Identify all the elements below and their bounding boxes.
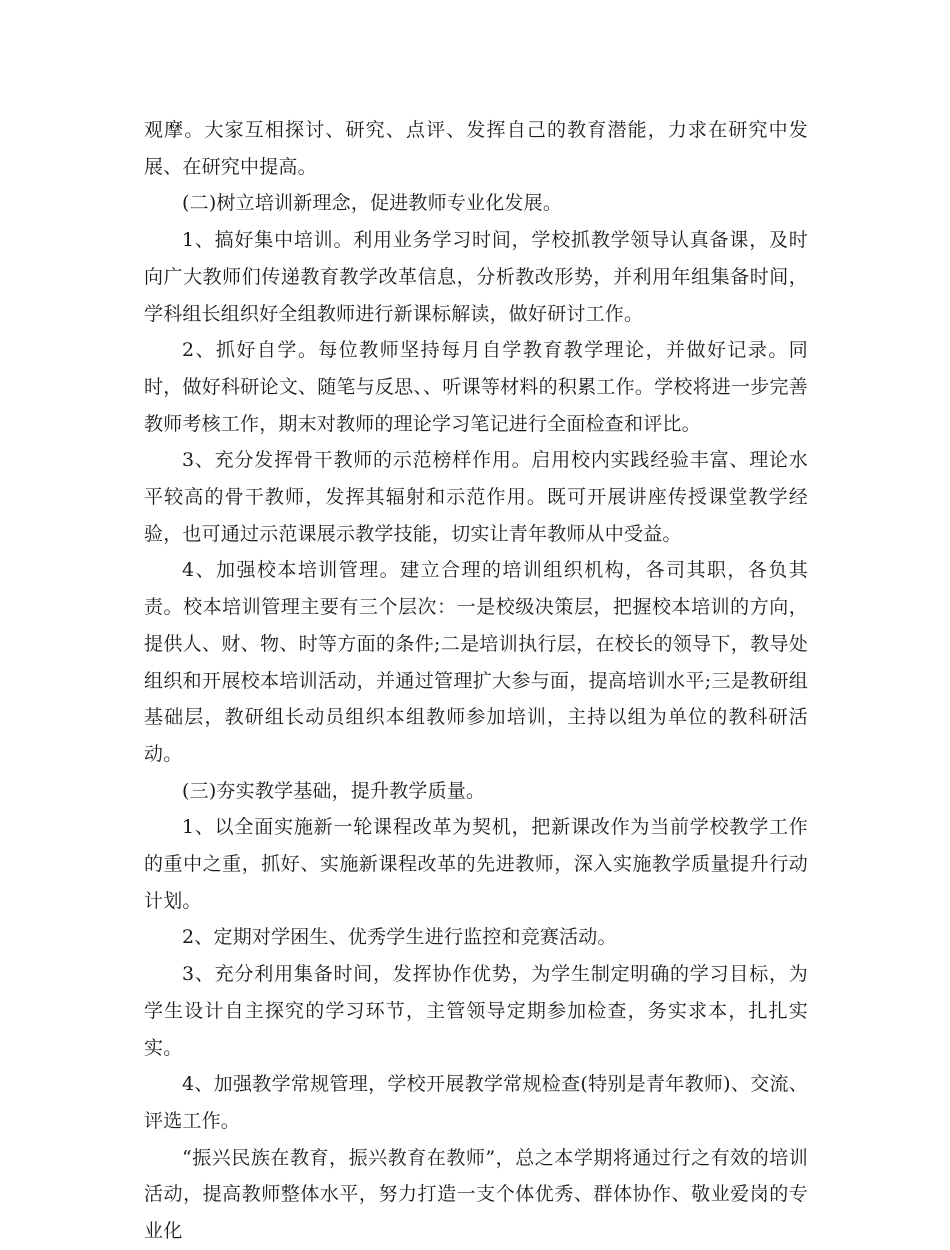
paragraph-item: 4、加强教学常规管理，学校开展教学常规检查(特别是青年教师)、交流、评选工作。 xyxy=(144,1073,808,1132)
paragraph-item: 2、定期对学困生、优秀学生进行监控和竞赛活动。 xyxy=(182,926,617,949)
paragraph-item: 3、充分发挥骨干教师的示范榜样作用。启用校内实践经验丰富、理论水平较高的骨干教师，发挥其辐射和示范作用。既可开展讲座传授课堂教学经验，也可通过示范课展示教学技能，切实让青年教师从中受益。 xyxy=(144,449,808,545)
paragraph-continuation: 观摩。大家互相探讨、研究、点评、发挥自己的教育潜能，力求在研究中发展、在研究中提高。 xyxy=(144,119,808,178)
section-heading-3: (三)夯实教学基础，提升教学质量。 xyxy=(182,779,486,802)
section-heading-2: (二)树立培训新理念，促进教师专业化发展。 xyxy=(182,192,563,215)
paragraph-item: 1、搞好集中培训。利用业务学习时间，学校抓教学领导认真备课，及时向广大教师们传递教育教学改革信息，分析教改形势，并利用年组集备时间，学科组长组织好全组教师进行新课标解读，做好研讨工作。 xyxy=(144,229,808,325)
paragraph-item: 3、充分利用集备时间，发挥协作优势，为学生制定明确的学习目标，为学生设计自主探究的学习环节，主管领导定期参加检查，务实求本，扎扎实实。 xyxy=(144,963,808,1059)
paragraph-item: 2、抓好自学。每位教师坚持每月自学教育教学理论，并做好记录。同时，做好科研论文、随笔与反思、、听课等材料的积累工作。学校将进一步完善教师考核工作，期末对教师的理论学习笔记进行全面检查和评比。 xyxy=(144,339,808,435)
paragraph-item: 1、以全面实施新一轮课程改革为契机，把新课改作为当前学校教学工作的重中之重，抓好、实施新课程改革的先进教师，深入实施教学质量提升行动计划。 xyxy=(144,816,808,912)
paragraph-item: 4、加强校本培训管理。建立合理的培训组织机构，各司其职，各负其责。校本培训管理主要有三个层次：一是校级决策层，把握校本培训的方向，提供人、财、物、时等方面的条件;二是培训执行层，在校长的领导下，教导处组织和开展校本培训活动，并通过管理扩大参与面，提高培训水平;三是教研组基础层，教研组长动员组织本组教师参加培训，主持以组为单位的教科研活动。 xyxy=(144,559,808,765)
document-body xyxy=(144,112,808,1250)
paragraph-closing: “振兴民族在教育，振兴教育在教师”，总之本学期将通过行之有效的培训活动，提高教师整体水平，努力打造一支个体优秀、群体协作、敬业爱岗的专业化 xyxy=(144,1146,808,1243)
